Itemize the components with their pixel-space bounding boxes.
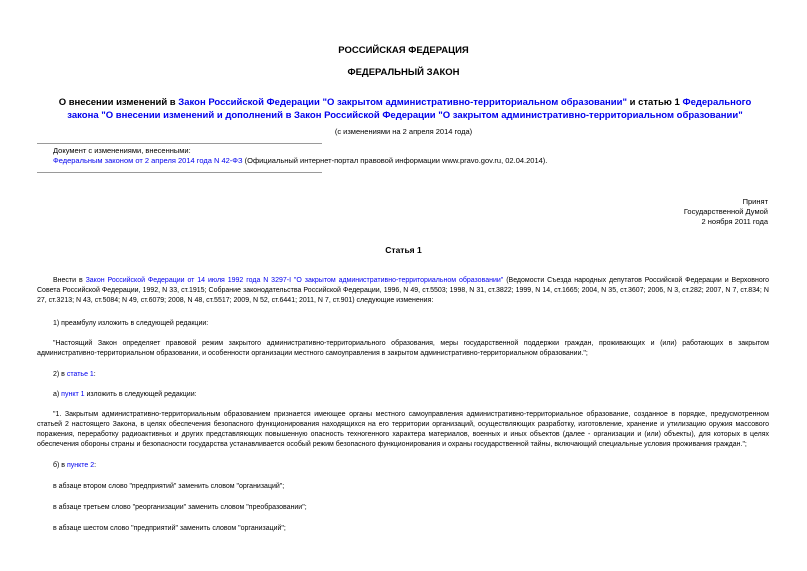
item-2-prefix: 2) в [53,371,67,378]
item-a-link[interactable]: пункт 1 [61,391,85,398]
adopted-label: Принят [742,197,768,206]
item-b [37,461,769,471]
amend-note-heading: Документ с изменениями, внесенными: [53,146,191,155]
title-prefix: О внесении изменений в [58,97,179,108]
item-b-suffix: : [94,462,97,469]
item-a [37,390,769,400]
item-a-suffix: изложить в следующей редакции: [84,391,197,398]
item-b-prefix: б) в [53,462,67,469]
item-1: 1) преамбулу изложить в следующей редакции: [53,320,209,327]
article-intro [37,276,769,306]
title-link-law[interactable]: Закон Российской Федерации "О закрытом административно-территориальном образовании" [178,97,627,108]
item-2-suffix: : [93,371,96,378]
item-a-prefix: а) [53,391,62,398]
intro-sources: (Ведомости Съезда народных депутатов Российской Федерации и Верховного Совета Российской Федерации, 1992, N 33, ст.1915; Собрание законодательства Российской Федерации, 1996, N 49, ст.5503; 1998, N 31, ст.3822; 1999, N 14, ст.1665; 2004, N 35, ст.3607; 2006, N 3, ст.282; 2007, N 7, ст.834; N 27, ст.3213; N 43, ст.5084; N 49, ст.6079; 2008, N 48, ст.5517; 2009, N 52, ст.6441; 2011, N 7, ст.901) следующие изменения: [37,277,770,304]
item-a-quote: "1. Закрытым административно-территориальным образованием признается имеющее органы местного самоуправления административно-территориальное образование, созданное в порядке, предусмотренном статьей 2 настоящего Закона, в целях обеспечения безопасного функционирования находящихся на его территории организаций, осуществляющих разработку, изготовление, хранение и утилизацию оружия массового поражения, переработку радиоактивных и других представляющих повышенную опасность техногенного характера материалов, военных и иных объектов (далее - организации и (или) объекты), для которых в целях обеспечения обороны страны и безопасности государства устанавливается особый режим безопасного функционирования и охраны государственной тайны, включающий специальные условия проживания граждан."; [37,411,769,448]
country-heading: РОССИЙСКАЯ ФЕДЕРАЦИЯ [338,45,469,56]
divider-bottom [37,172,322,173]
intro-prefix: Внести в [53,277,86,284]
revision-note: (с изменениями на 2 апреля 2014 года) [334,127,473,136]
item-b-line-2: в абзаце третьем слово "реорганизации" заменить словом "преобразовании"; [53,504,307,511]
law-title [55,97,755,122]
amend-note-link[interactable]: Федеральным законом от 2 апреля 2014 года N 42-ФЗ [53,156,243,165]
item-2-link[interactable]: статье 1 [66,371,94,378]
adopted-date: 2 ноября 2011 года [701,217,768,226]
title-link-federal-law[interactable]: Федерального закона "О внесении изменений и дополнений в Закон Российской Федерации "О закрытом административно-территориальном образовании" [67,97,752,121]
divider-top [37,143,322,144]
title-middle: и статью 1 [626,97,683,108]
item-b-line-1: в абзаце втором слово "предприятий" заменить словом "организаций"; [53,483,285,490]
amend-note-source: (Официальный интернет-портал правовой информации www.pravo.gov.ru, 02.04.2014). [242,156,548,165]
adoption-block [618,197,768,227]
law-type-heading: ФЕДЕРАЛЬНЫЙ ЗАКОН [347,67,460,78]
intro-link-law[interactable]: Закон Российской Федерации от 14 июля 1992 года N 3297-I "О закрытом административно-территориальном образовании" [85,277,504,284]
item-1-quote: "Настоящий Закон определяет правовой режим закрытого административно-территориального образования, меры государственной поддержки граждан, проживающих и (или) работающих в закрытом административно-территориальном образовании, и особенности организации местного самоуправления в закрытом административно-территориальном образовании."; [37,340,769,357]
amend-note-line [53,156,547,166]
item-b-line-3: в абзаце шестом слово "предприятий" заменить словом "организаций"; [53,525,286,532]
item-b-link[interactable]: пункте 2 [66,462,95,469]
adopted-body: Государственной Думой [683,207,768,216]
item-2 [37,370,769,380]
article-title: Статья 1 [385,245,422,255]
